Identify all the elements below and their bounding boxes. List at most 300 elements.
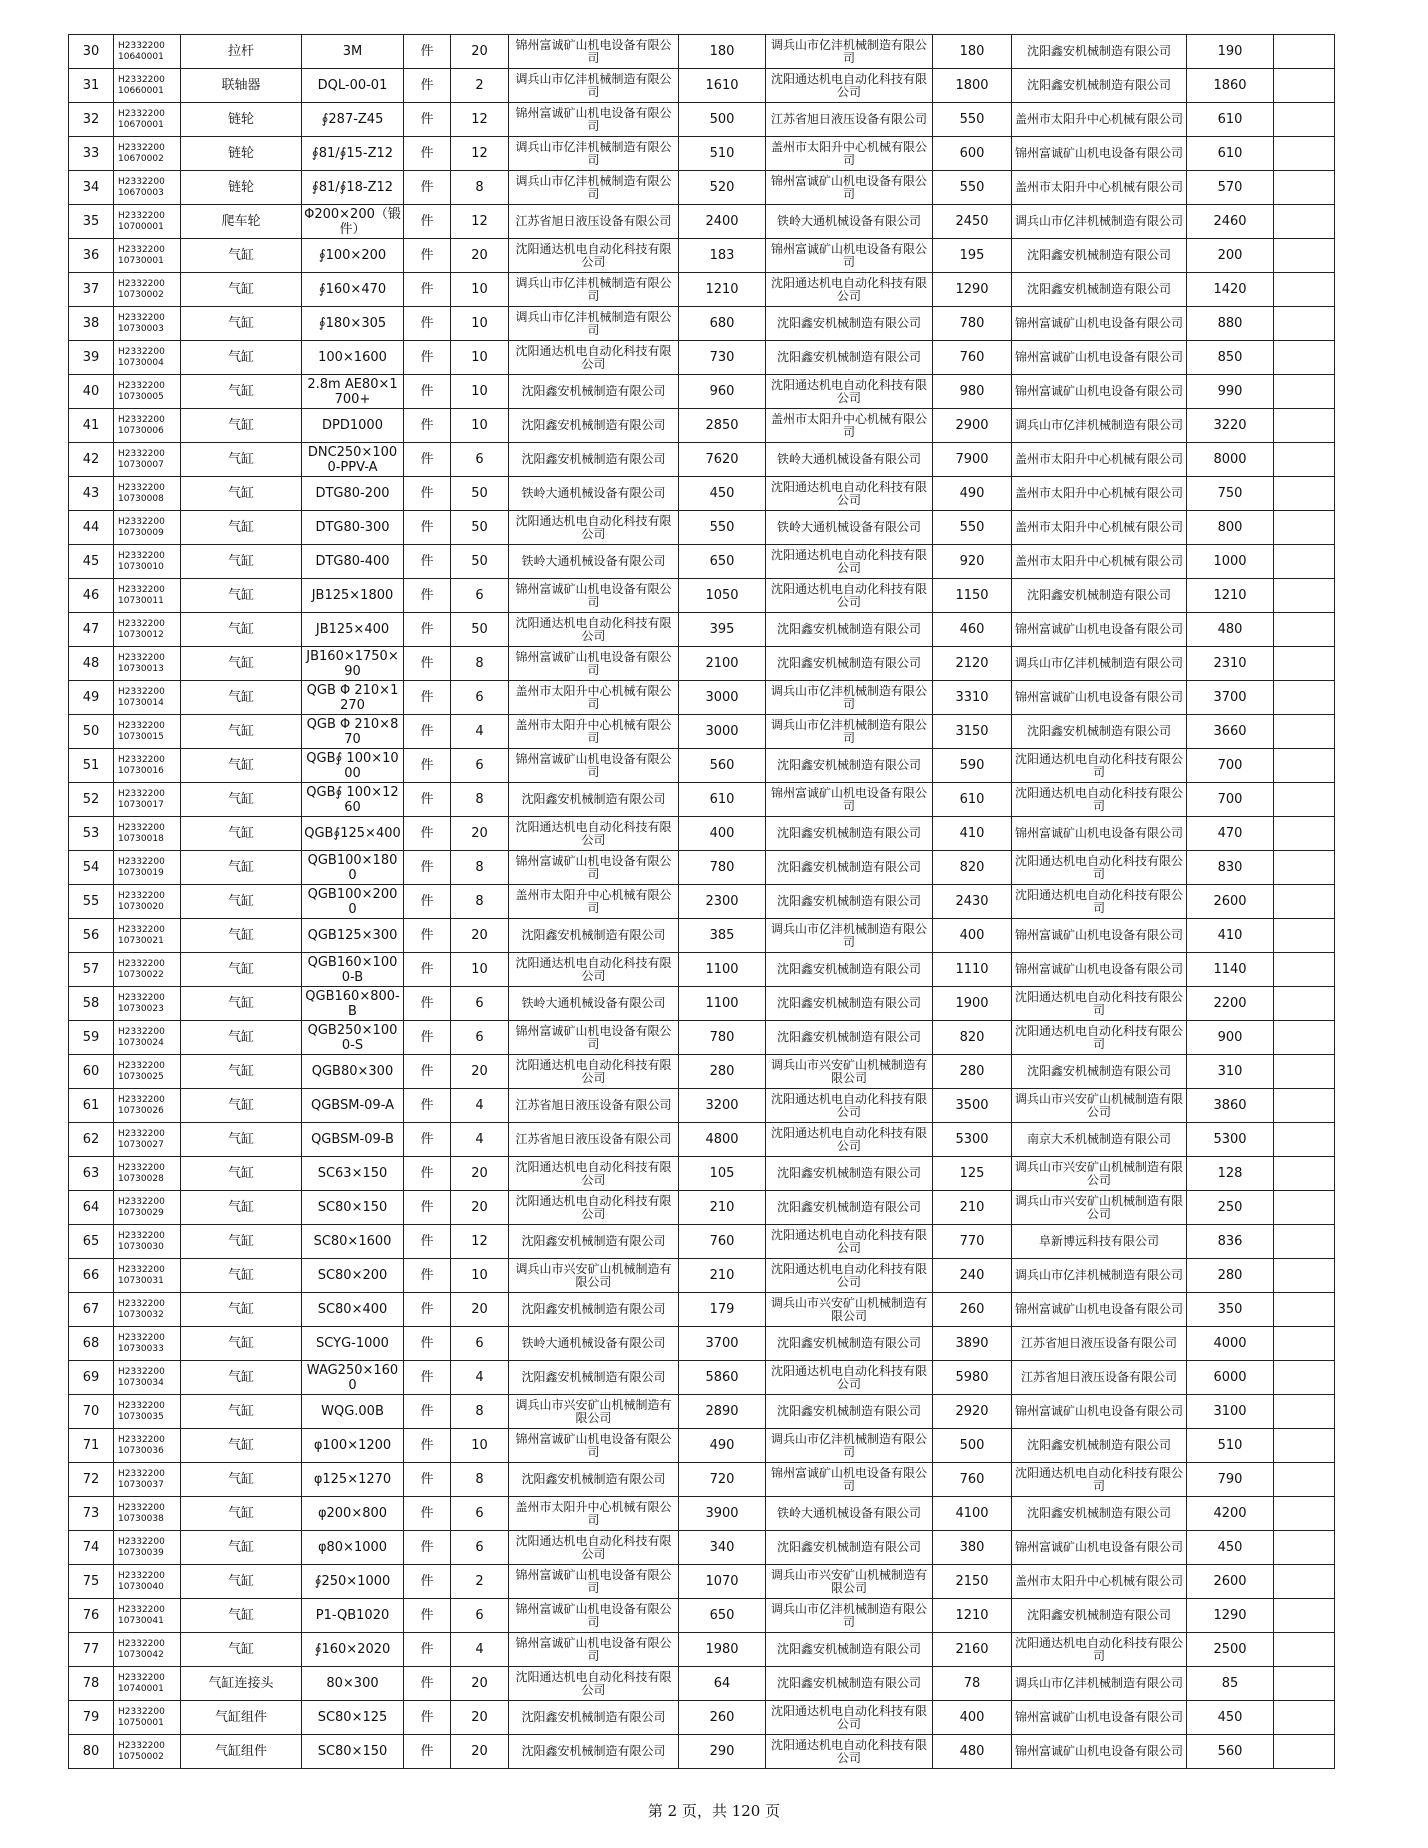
price-3-cell: 3860 — [1187, 1089, 1274, 1123]
material-name-cell: 气缸 — [181, 647, 302, 681]
table-row — [69, 443, 1335, 477]
material-code-suffix: 10730031 — [118, 1275, 164, 1286]
unit-cell: 件 — [404, 1055, 451, 1089]
supplier-1-cell: 沈阳鑫安机械制造有限公司 — [509, 1701, 679, 1735]
material-code-cell — [114, 137, 181, 171]
quantity-cell: 6 — [451, 1021, 509, 1055]
row-number-cell: 44 — [69, 511, 114, 545]
price-2-cell: 2430 — [933, 885, 1012, 919]
remark-cell — [1274, 443, 1335, 477]
material-name-cell: 气缸 — [181, 375, 302, 409]
price-3-cell: 700 — [1187, 783, 1274, 817]
material-code-suffix: 10730029 — [118, 1207, 164, 1218]
material-code-cell — [114, 613, 181, 647]
material-name-cell: 气缸 — [181, 307, 302, 341]
row-number-cell: 74 — [69, 1531, 114, 1565]
price-3-cell: 410 — [1187, 919, 1274, 953]
material-code-suffix: 10730034 — [118, 1377, 164, 1388]
supplier-2-cell: 沈阳通达机电自动化科技有限公司 — [766, 1735, 933, 1769]
material-code-suffix: 10730019 — [118, 867, 164, 878]
price-1-cell: 2400 — [679, 205, 766, 239]
row-number-cell: 41 — [69, 409, 114, 443]
supplier-1-cell: 锦州富诚矿山机电设备有限公司 — [509, 1633, 679, 1667]
material-code-prefix: H2332200 — [118, 278, 165, 289]
material-code-suffix: 10700001 — [118, 221, 164, 232]
row-number-cell: 56 — [69, 919, 114, 953]
row-number-cell: 54 — [69, 851, 114, 885]
material-spec-cell: SC80×125 — [302, 1701, 404, 1735]
row-number-cell: 62 — [69, 1123, 114, 1157]
material-spec-cell: DTG80-300 — [302, 511, 404, 545]
supplier-2-cell: 沈阳鑫安机械制造有限公司 — [766, 953, 933, 987]
supplier-1-cell: 调兵山市亿沣机械制造有限公司 — [509, 137, 679, 171]
material-code-suffix: 10730035 — [118, 1411, 164, 1422]
table-row — [69, 375, 1335, 409]
supplier-2-cell: 沈阳鑫安机械制造有限公司 — [766, 987, 933, 1021]
material-name-cell: 气缸 — [181, 341, 302, 375]
material-code-cell — [114, 1021, 181, 1055]
quantity-cell: 10 — [451, 1429, 509, 1463]
material-code-cell — [114, 919, 181, 953]
material-code-cell — [114, 987, 181, 1021]
supplier-2-cell: 沈阳鑫安机械制造有限公司 — [766, 1157, 933, 1191]
price-1-cell: 1980 — [679, 1633, 766, 1667]
row-number-cell: 53 — [69, 817, 114, 851]
unit-cell: 件 — [404, 1701, 451, 1735]
material-code-prefix: H2332200 — [118, 1706, 165, 1717]
price-3-cell: 190 — [1187, 35, 1274, 69]
supplier-1-cell: 盖州市太阳升中心机械有限公司 — [509, 885, 679, 919]
material-code-suffix: 10730027 — [118, 1139, 164, 1150]
table-row — [69, 1225, 1335, 1259]
price-1-cell: 1610 — [679, 69, 766, 103]
table-row — [69, 647, 1335, 681]
supplier-2-cell: 沈阳通达机电自动化科技有限公司 — [766, 375, 933, 409]
price-3-cell: 1860 — [1187, 69, 1274, 103]
material-code-prefix: H2332200 — [118, 516, 165, 527]
supplier-1-cell: 沈阳通达机电自动化科技有限公司 — [509, 239, 679, 273]
unit-cell: 件 — [404, 511, 451, 545]
price-2-cell: 3500 — [933, 1089, 1012, 1123]
table-row — [69, 1191, 1335, 1225]
quantity-cell: 20 — [451, 1157, 509, 1191]
price-2-cell: 1150 — [933, 579, 1012, 613]
remark-cell — [1274, 1701, 1335, 1735]
supplier-1-cell: 沈阳鑫安机械制造有限公司 — [509, 1293, 679, 1327]
material-code-suffix: 10730020 — [118, 901, 164, 912]
row-number-cell: 45 — [69, 545, 114, 579]
price-1-cell: 450 — [679, 477, 766, 511]
supplier-3-cell: 南京大禾机械制造有限公司 — [1012, 1123, 1187, 1157]
material-code-suffix: 10730042 — [118, 1649, 164, 1660]
material-code-prefix: H2332200 — [118, 346, 165, 357]
material-name-cell: 气缸 — [181, 239, 302, 273]
material-name-cell: 气缸 — [181, 477, 302, 511]
material-code-prefix: H2332200 — [118, 1128, 165, 1139]
supplier-3-cell: 盖州市太阳升中心机械有限公司 — [1012, 511, 1187, 545]
quantity-cell: 12 — [451, 205, 509, 239]
price-3-cell: 570 — [1187, 171, 1274, 205]
unit-cell: 件 — [404, 103, 451, 137]
quantity-cell: 8 — [451, 783, 509, 817]
price-1-cell: 340 — [679, 1531, 766, 1565]
price-2-cell: 2450 — [933, 205, 1012, 239]
supplier-3-cell: 沈阳通达机电自动化科技有限公司 — [1012, 885, 1187, 919]
price-3-cell: 750 — [1187, 477, 1274, 511]
supplier-2-cell: 沈阳鑫安机械制造有限公司 — [766, 613, 933, 647]
price-2-cell: 590 — [933, 749, 1012, 783]
material-code-cell — [114, 443, 181, 477]
material-code-prefix: H2332200 — [118, 992, 165, 1003]
price-3-cell: 450 — [1187, 1701, 1274, 1735]
remark-cell — [1274, 1497, 1335, 1531]
supplier-2-cell: 铁岭大通机械设备有限公司 — [766, 443, 933, 477]
quantity-cell: 10 — [451, 409, 509, 443]
supplier-3-cell: 沈阳通达机电自动化科技有限公司 — [1012, 987, 1187, 1021]
supplier-3-cell: 锦州富诚矿山机电设备有限公司 — [1012, 1293, 1187, 1327]
material-code-suffix: 10730028 — [118, 1173, 164, 1184]
material-name-cell: 气缸 — [181, 409, 302, 443]
material-code-prefix: H2332200 — [118, 380, 165, 391]
unit-cell: 件 — [404, 749, 451, 783]
material-code-cell — [114, 953, 181, 987]
material-name-cell: 气缸 — [181, 1055, 302, 1089]
table-row — [69, 1055, 1335, 1089]
row-number-cell: 50 — [69, 715, 114, 749]
material-code-suffix: 10740001 — [118, 1683, 164, 1694]
price-2-cell: 820 — [933, 1021, 1012, 1055]
supplier-2-cell: 沈阳通达机电自动化科技有限公司 — [766, 1225, 933, 1259]
quantity-cell: 6 — [451, 1599, 509, 1633]
material-name-cell: 气缸 — [181, 1327, 302, 1361]
material-code-suffix: 10730036 — [118, 1445, 164, 1456]
price-2-cell: 1290 — [933, 273, 1012, 307]
price-1-cell: 1100 — [679, 953, 766, 987]
supplier-1-cell: 锦州富诚矿山机电设备有限公司 — [509, 1429, 679, 1463]
quantity-cell: 12 — [451, 103, 509, 137]
table-row — [69, 681, 1335, 715]
price-1-cell: 1100 — [679, 987, 766, 1021]
material-code-prefix: H2332200 — [118, 686, 165, 697]
material-code-suffix: 10730040 — [118, 1581, 164, 1592]
material-name-cell: 链轮 — [181, 103, 302, 137]
table-row — [69, 477, 1335, 511]
material-spec-cell: QGB∮125×400 — [302, 817, 404, 851]
row-number-cell: 67 — [69, 1293, 114, 1327]
supplier-3-cell: 沈阳鑫安机械制造有限公司 — [1012, 715, 1187, 749]
supplier-1-cell: 沈阳通达机电自动化科技有限公司 — [509, 511, 679, 545]
supplier-1-cell: 锦州富诚矿山机电设备有限公司 — [509, 647, 679, 681]
material-code-prefix: H2332200 — [118, 1094, 165, 1105]
price-3-cell: 2600 — [1187, 1565, 1274, 1599]
material-code-cell — [114, 851, 181, 885]
material-name-cell: 气缸 — [181, 817, 302, 851]
quantity-cell: 50 — [451, 511, 509, 545]
price-3-cell: 1210 — [1187, 579, 1274, 613]
remark-cell — [1274, 1565, 1335, 1599]
material-code-cell — [114, 1327, 181, 1361]
price-1-cell: 280 — [679, 1055, 766, 1089]
material-spec-cell: QGB160×800-B — [302, 987, 404, 1021]
supplier-2-cell: 沈阳通达机电自动化科技有限公司 — [766, 1123, 933, 1157]
price-2-cell: 180 — [933, 35, 1012, 69]
price-1-cell: 780 — [679, 851, 766, 885]
price-3-cell: 2600 — [1187, 885, 1274, 919]
quantity-cell: 6 — [451, 443, 509, 477]
material-code-prefix: H2332200 — [118, 142, 165, 153]
supplier-3-cell: 锦州富诚矿山机电设备有限公司 — [1012, 307, 1187, 341]
supplier-3-cell: 调兵山市亿沣机械制造有限公司 — [1012, 647, 1187, 681]
supplier-1-cell: 盖州市太阳升中心机械有限公司 — [509, 681, 679, 715]
material-code-cell — [114, 1667, 181, 1701]
table-row — [69, 409, 1335, 443]
row-number-cell: 51 — [69, 749, 114, 783]
quantity-cell: 4 — [451, 715, 509, 749]
supplier-3-cell: 沈阳鑫安机械制造有限公司 — [1012, 239, 1187, 273]
supplier-1-cell: 调兵山市兴安矿山机械制造有限公司 — [509, 1259, 679, 1293]
price-2-cell: 5300 — [933, 1123, 1012, 1157]
material-name-cell: 气缸 — [181, 1463, 302, 1497]
remark-cell — [1274, 35, 1335, 69]
table-row — [69, 1089, 1335, 1123]
remark-cell — [1274, 409, 1335, 443]
table-body — [69, 35, 1335, 1769]
material-code-cell — [114, 273, 181, 307]
price-3-cell: 2310 — [1187, 647, 1274, 681]
material-code-suffix: 10730007 — [118, 459, 164, 470]
supplier-2-cell: 铁岭大通机械设备有限公司 — [766, 205, 933, 239]
material-code-cell — [114, 205, 181, 239]
unit-cell: 件 — [404, 171, 451, 205]
price-1-cell: 3000 — [679, 715, 766, 749]
material-code-suffix: 10730016 — [118, 765, 164, 776]
quantity-cell: 6 — [451, 1531, 509, 1565]
supplier-2-cell: 沈阳鑫安机械制造有限公司 — [766, 647, 933, 681]
quantity-cell: 10 — [451, 953, 509, 987]
supplier-2-cell: 沈阳鑫安机械制造有限公司 — [766, 885, 933, 919]
supplier-2-cell: 沈阳鑫安机械制造有限公司 — [766, 1327, 933, 1361]
material-code-suffix: 10730001 — [118, 255, 164, 266]
material-code-prefix: H2332200 — [118, 822, 165, 833]
material-spec-cell: QGB125×300 — [302, 919, 404, 953]
material-code-prefix: H2332200 — [118, 312, 165, 323]
material-code-prefix: H2332200 — [118, 1366, 165, 1377]
price-1-cell: 960 — [679, 375, 766, 409]
material-name-cell: 气缸 — [181, 783, 302, 817]
material-name-cell: 气缸 — [181, 1021, 302, 1055]
price-3-cell: 510 — [1187, 1429, 1274, 1463]
material-code-cell — [114, 409, 181, 443]
material-code-prefix: H2332200 — [118, 788, 165, 799]
table-row — [69, 1293, 1335, 1327]
supplier-3-cell: 锦州富诚矿山机电设备有限公司 — [1012, 375, 1187, 409]
unit-cell: 件 — [404, 1633, 451, 1667]
table-row — [69, 783, 1335, 817]
price-1-cell: 7620 — [679, 443, 766, 477]
table-row — [69, 987, 1335, 1021]
supplier-1-cell: 调兵山市亿沣机械制造有限公司 — [509, 69, 679, 103]
remark-cell — [1274, 137, 1335, 171]
table-row — [69, 885, 1335, 919]
table-row — [69, 1123, 1335, 1157]
material-code-suffix: 10670003 — [118, 187, 164, 198]
price-3-cell: 450 — [1187, 1531, 1274, 1565]
price-3-cell: 128 — [1187, 1157, 1274, 1191]
remark-cell — [1274, 749, 1335, 783]
material-name-cell: 气缸 — [181, 1599, 302, 1633]
row-number-cell: 58 — [69, 987, 114, 1021]
material-code-prefix: H2332200 — [118, 1162, 165, 1173]
supplier-3-cell: 盖州市太阳升中心机械有限公司 — [1012, 443, 1187, 477]
supplier-1-cell: 沈阳鑫安机械制造有限公司 — [509, 375, 679, 409]
supplier-1-cell: 锦州富诚矿山机电设备有限公司 — [509, 103, 679, 137]
price-2-cell: 480 — [933, 1735, 1012, 1769]
price-2-cell: 3310 — [933, 681, 1012, 715]
remark-cell — [1274, 1259, 1335, 1293]
material-code-cell — [114, 1531, 181, 1565]
table-row — [69, 1395, 1335, 1429]
supplier-3-cell: 盖州市太阳升中心机械有限公司 — [1012, 477, 1187, 511]
material-spec-cell: SC80×400 — [302, 1293, 404, 1327]
material-code-prefix: H2332200 — [118, 1400, 165, 1411]
material-spec-cell: SC80×1600 — [302, 1225, 404, 1259]
supplier-3-cell: 锦州富诚矿山机电设备有限公司 — [1012, 341, 1187, 375]
material-code-cell — [114, 715, 181, 749]
material-code-prefix: H2332200 — [118, 1536, 165, 1547]
price-2-cell: 7900 — [933, 443, 1012, 477]
material-code-cell — [114, 1463, 181, 1497]
quantity-cell: 20 — [451, 1293, 509, 1327]
material-code-cell — [114, 341, 181, 375]
quantity-cell: 10 — [451, 273, 509, 307]
remark-cell — [1274, 273, 1335, 307]
remark-cell — [1274, 1735, 1335, 1769]
row-number-cell: 48 — [69, 647, 114, 681]
row-number-cell: 32 — [69, 103, 114, 137]
supplier-1-cell: 沈阳鑫安机械制造有限公司 — [509, 443, 679, 477]
remark-cell — [1274, 1123, 1335, 1157]
remark-cell — [1274, 1327, 1335, 1361]
price-1-cell: 2100 — [679, 647, 766, 681]
remark-cell — [1274, 715, 1335, 749]
remark-cell — [1274, 1429, 1335, 1463]
unit-cell: 件 — [404, 1361, 451, 1395]
price-3-cell: 5300 — [1187, 1123, 1274, 1157]
unit-cell: 件 — [404, 1463, 451, 1497]
supplier-2-cell: 沈阳通达机电自动化科技有限公司 — [766, 69, 933, 103]
supplier-3-cell: 锦州富诚矿山机电设备有限公司 — [1012, 919, 1187, 953]
supplier-1-cell: 沈阳通达机电自动化科技有限公司 — [509, 953, 679, 987]
supplier-3-cell: 调兵山市亿沣机械制造有限公司 — [1012, 1667, 1187, 1701]
price-2-cell: 610 — [933, 783, 1012, 817]
remark-cell — [1274, 103, 1335, 137]
row-number-cell: 30 — [69, 35, 114, 69]
table-row — [69, 1259, 1335, 1293]
supplier-1-cell: 锦州富诚矿山机电设备有限公司 — [509, 579, 679, 613]
table-row — [69, 545, 1335, 579]
remark-cell — [1274, 783, 1335, 817]
price-2-cell: 760 — [933, 1463, 1012, 1497]
price-1-cell: 210 — [679, 1191, 766, 1225]
price-1-cell: 3900 — [679, 1497, 766, 1531]
table-row — [69, 613, 1335, 647]
table-row — [69, 69, 1335, 103]
row-number-cell: 46 — [69, 579, 114, 613]
unit-cell: 件 — [404, 613, 451, 647]
material-spec-cell: QGBSM-09-A — [302, 1089, 404, 1123]
price-1-cell: 2890 — [679, 1395, 766, 1429]
material-code-cell — [114, 749, 181, 783]
table-row — [69, 919, 1335, 953]
material-code-suffix: 10750001 — [118, 1717, 164, 1728]
material-code-prefix: H2332200 — [118, 482, 165, 493]
material-name-cell: 爬车轮 — [181, 205, 302, 239]
price-2-cell: 410 — [933, 817, 1012, 851]
material-code-suffix: 10730041 — [118, 1615, 164, 1626]
supplier-1-cell: 沈阳鑫安机械制造有限公司 — [509, 1225, 679, 1259]
material-name-cell: 气缸 — [181, 1429, 302, 1463]
material-code-suffix: 10730012 — [118, 629, 164, 640]
price-1-cell: 510 — [679, 137, 766, 171]
supplier-1-cell: 沈阳鑫安机械制造有限公司 — [509, 783, 679, 817]
price-2-cell: 2920 — [933, 1395, 1012, 1429]
quantity-cell: 20 — [451, 919, 509, 953]
unit-cell: 件 — [404, 987, 451, 1021]
material-code-cell — [114, 1191, 181, 1225]
unit-cell: 件 — [404, 953, 451, 987]
supplier-2-cell: 锦州富诚矿山机电设备有限公司 — [766, 1463, 933, 1497]
supplier-3-cell: 沈阳鑫安机械制造有限公司 — [1012, 1055, 1187, 1089]
quantity-cell: 20 — [451, 35, 509, 69]
material-code-cell — [114, 1123, 181, 1157]
quantity-cell: 4 — [451, 1089, 509, 1123]
remark-cell — [1274, 341, 1335, 375]
unit-cell: 件 — [404, 443, 451, 477]
unit-cell: 件 — [404, 1565, 451, 1599]
quantity-cell: 8 — [451, 1395, 509, 1429]
unit-cell: 件 — [404, 1293, 451, 1327]
row-number-cell: 39 — [69, 341, 114, 375]
material-name-cell: 气缸 — [181, 953, 302, 987]
remark-cell — [1274, 987, 1335, 1021]
material-code-suffix: 10730006 — [118, 425, 164, 436]
material-code-suffix: 10750002 — [118, 1751, 164, 1762]
supplier-2-cell: 盖州市太阳升中心机械有限公司 — [766, 137, 933, 171]
supplier-2-cell: 锦州富诚矿山机电设备有限公司 — [766, 239, 933, 273]
remark-cell — [1274, 239, 1335, 273]
material-code-prefix: H2332200 — [118, 1740, 165, 1751]
table-row — [69, 1531, 1335, 1565]
price-2-cell: 550 — [933, 103, 1012, 137]
material-spec-cell: ∮81/∮18-Z12 — [302, 171, 404, 205]
material-spec-cell: φ125×1270 — [302, 1463, 404, 1497]
price-1-cell: 1050 — [679, 579, 766, 613]
material-spec-cell: QGB∮ 100×1000 — [302, 749, 404, 783]
table-row — [69, 817, 1335, 851]
material-spec-cell: φ200×800 — [302, 1497, 404, 1531]
price-2-cell: 980 — [933, 375, 1012, 409]
row-number-cell: 76 — [69, 1599, 114, 1633]
price-1-cell: 520 — [679, 171, 766, 205]
price-2-cell: 1900 — [933, 987, 1012, 1021]
material-spec-cell: ∮81/∮15-Z12 — [302, 137, 404, 171]
supplier-3-cell: 调兵山市兴安矿山机械制造有限公司 — [1012, 1191, 1187, 1225]
supplier-2-cell: 盖州市太阳升中心机械有限公司 — [766, 409, 933, 443]
supplier-2-cell: 锦州富诚矿山机电设备有限公司 — [766, 171, 933, 205]
quantity-cell: 8 — [451, 1463, 509, 1497]
material-code-suffix: 10730038 — [118, 1513, 164, 1524]
quantity-cell: 50 — [451, 545, 509, 579]
